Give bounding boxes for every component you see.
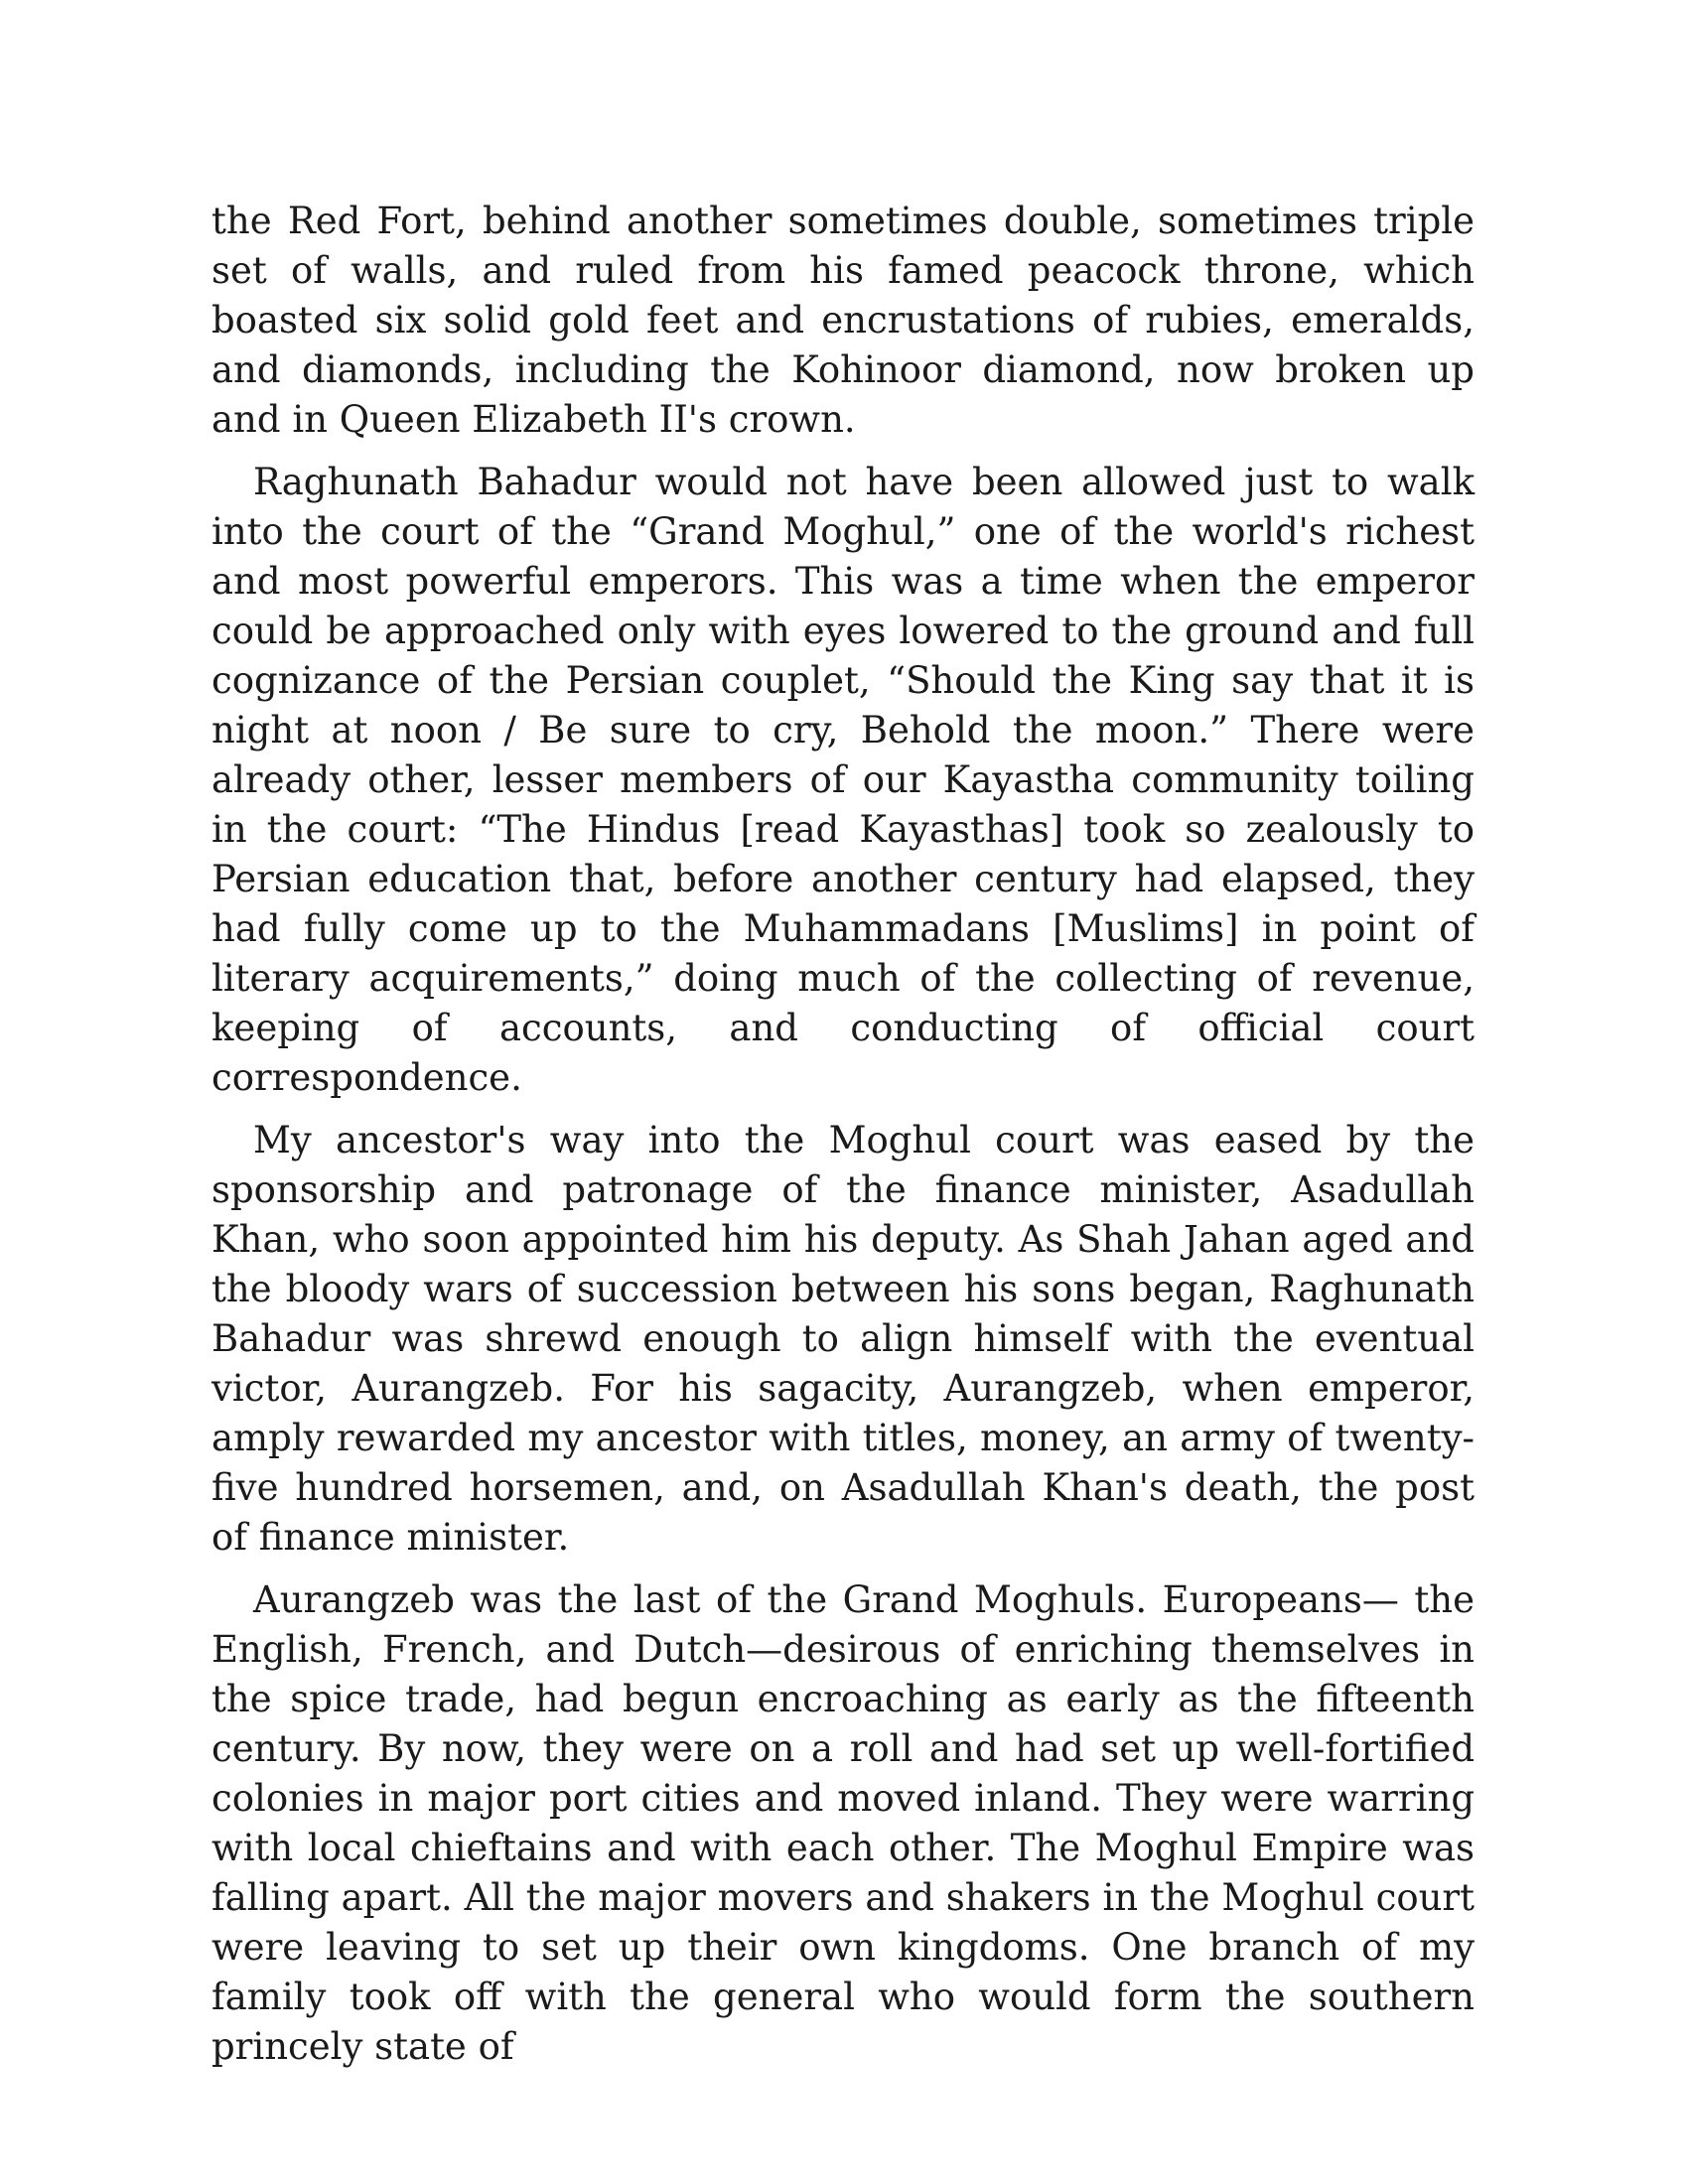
paragraph-aurangzeb: Aurangzeb was the last of the Grand Moghuls. Europeans— the English, French, and Dutch—desirous of enriching themselves in the spice trade, had begun encroaching as early as the fifteenth century. By now, they were on a roll and had set up well-fortified colonies in major port cities and moved inland. They were warring with local chieftains and with each other. The Moghul Empire was falling apart. All the major movers and shakers in the Moghul court were leaving to set up their own kingdoms. One branch of my family took off with the general who would form the southern princely state of	[211, 1578, 1475, 2068]
paragraph-ancestor-way: My ancestor's way into the Moghul court was eased by the sponsorship and patronage of the finance minister, Asadullah Khan, who soon appointed him his deputy. As Shah Jahan aged and the bloody wars of succession between his sons began, Raghunath Bahadur was shrewd enough to align himself with the eventual victor, Aurangzeb. For his sagacity, Aurangzeb, when emperor, amply rewarded my ancestor with titles, money, an army of twenty-five hundred horsemen, and, on Asadullah Khan's death, the post of finance minister.	[211, 1119, 1475, 1559]
paragraph-raghunath-bahadur: Raghunath Bahadur would not have been allowed just to walk into the court of the “Grand Moghul,” one of the world's richest and most powerful emperors. This was a time when the emperor could be approached only with eyes lowered to the ground and full cognizance of the Persian couplet, “Should the King say that it is night at noon / Be sure to cry, Behold the moon.” There were already other, lesser members of our Kayastha community toiling in the court: “The Hindus [read Kayasthas] took so zealously to Persian education that, before another century had elapsed, they had fully come up to the Muhammadans [Muslims] in point of literary acquirements,” doing much of the collecting of revenue, keeping of accounts, and conducting of official court correspondence.	[211, 461, 1475, 1099]
paragraph-red-fort: the Red Fort, behind another sometimes double, sometimes triple set of walls, and ruled from his famed peacock throne, which boasted six solid gold feet and encrustations of rubies, emeralds, and diamonds, including the Kohinoor diamond, now broken up and in Queen Elizabeth II's crown.	[211, 200, 1475, 441]
page-body	[211, 197, 1475, 2085]
